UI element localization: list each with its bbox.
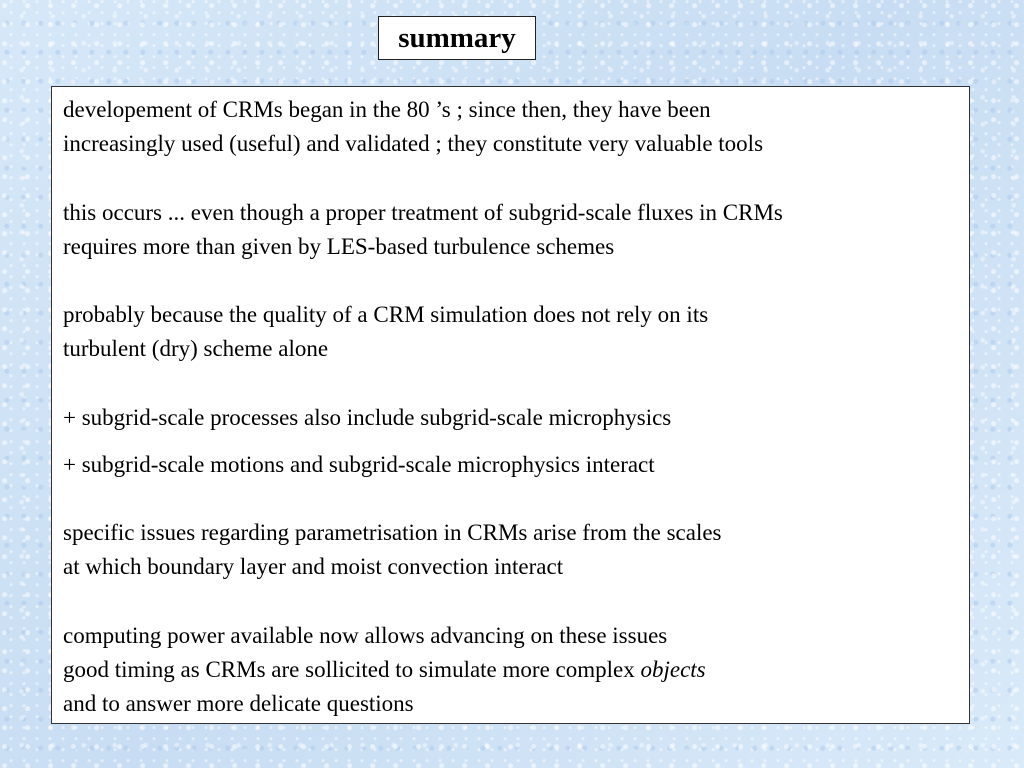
text-line-5: probably because the quality of a CRM simulation does not rely on its — [63, 302, 709, 327]
text-line-10: at which boundary layer and moist convection interact — [63, 554, 564, 579]
text-line-9: specific issues regarding parametrisation in CRMs arise from the scales — [63, 520, 722, 545]
text-line-11: computing power available now allows advancing on these issues — [63, 623, 668, 648]
text-line-12-main: good timing as CRMs are sollicited to simulate more complex — [63, 657, 641, 682]
slide-title-text: summary — [398, 21, 516, 54]
emphasis-objects: objects — [640, 657, 706, 682]
slide-title — [378, 16, 536, 60]
text-line-1: developement of CRMs began in the 80 ’s ; since then, they have been — [63, 97, 711, 122]
text-line-2: increasingly used (useful) and validated ; they constitute very valuable tools — [63, 131, 764, 156]
text-line-3: this occurs ... even though a proper treatment of subgrid-scale fluxes in CRMs — [63, 200, 783, 225]
text-line-6: turbulent (dry) scheme alone — [63, 336, 329, 361]
summary-content-box — [51, 86, 970, 724]
text-line-12 — [63, 657, 706, 683]
text-line-4: requires more than given by LES-based turbulence schemes — [63, 234, 615, 259]
text-line-8: + subgrid-scale motions and subgrid-scale microphysics interact — [63, 452, 655, 477]
text-line-13: and to answer more delicate questions — [63, 691, 414, 716]
text-line-7: + subgrid-scale processes also include subgrid-scale microphysics — [63, 405, 672, 430]
